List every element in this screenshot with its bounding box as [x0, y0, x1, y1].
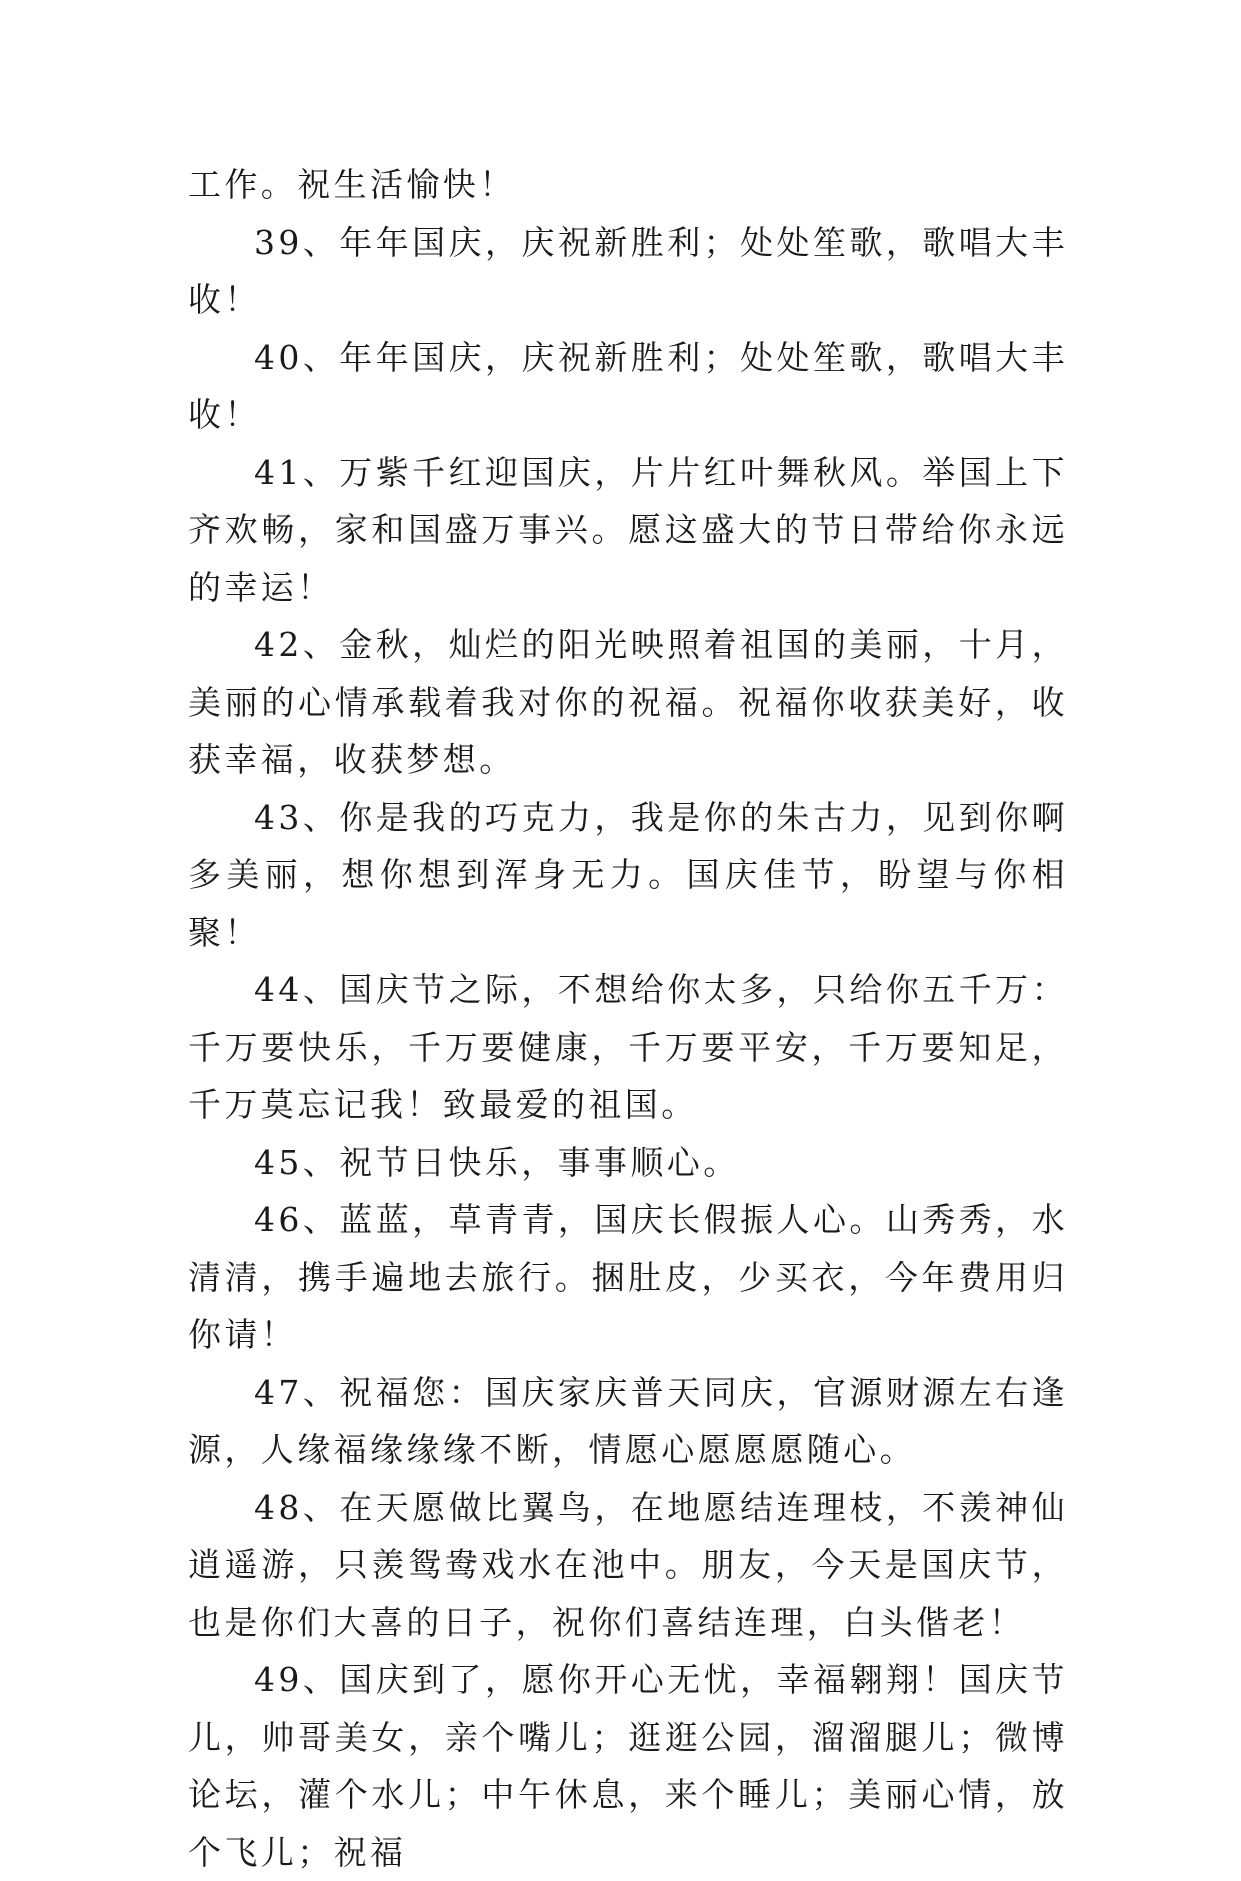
paragraph-47: 47、祝福您：国庆家庆普天同庆，官源财源左右逢源，人缘福缘缘缘不断，情愿心愿愿愿随心。: [188, 1372, 1068, 1469]
paragraph-45: 45、祝节日快乐，事事顺心。: [254, 1142, 740, 1182]
paragraph-40: 40、年年国庆，庆祝新胜利；处处笙歌，歌唱大丰收！: [188, 337, 1068, 434]
paragraph-46: 46、蓝蓝，草青青，国庆长假振人心。山秀秀，水清清，携手遍地去旅行。捆肚皮，少买衣，今年费用归你请！: [188, 1200, 1068, 1354]
paragraph-39: 39、年年国庆，庆祝新胜利；处处笙歌，歌唱大丰收！: [188, 222, 1068, 319]
paragraph-49: 49、国庆到了，愿你开心无忧，幸福翱翔！国庆节儿，帅哥美女，亲个嘴儿；逛逛公园，溜溜腿儿；微博论坛，灌个水儿；中午休息，来个睡儿；美丽心情，放个飞儿；祝福: [188, 1660, 1068, 1872]
paragraph-41: 41、万紫千红迎国庆，片片红叶舞秋风。举国上下齐欢畅，家和国盛万事兴。愿这盛大的节日带给你永远的幸运！: [188, 452, 1068, 607]
document-body: [188, 156, 1068, 1881]
paragraph-48: 48、在天愿做比翼鸟，在地愿结连理枝，不羡神仙逍遥游，只羡鸳鸯戏水在池中。朋友，今天是国庆节，也是你们大喜的日子，祝你们喜结连理，白头偕老！: [188, 1487, 1068, 1642]
paragraph-continuation: 工作。祝生活愉快！: [188, 165, 516, 204]
paragraph-43: 43、你是我的巧克力，我是你的朱古力，见到你啊多美丽，想你想到浑身无力。国庆佳节，盼望与你相聚！: [188, 797, 1068, 952]
paragraph-42: 42、金秋，灿烂的阳光映照着祖国的美丽，十月，美丽的心情承载着我对你的祝福。祝福你收获美好，收获幸福，收获梦想。: [188, 625, 1068, 779]
paragraph-44: 44、国庆节之际，不想给你太多，只给你五千万：千万要快乐，千万要健康，千万要平安，千万要知足，千万莫忘记我！致最爱的祖国。: [188, 970, 1068, 1124]
